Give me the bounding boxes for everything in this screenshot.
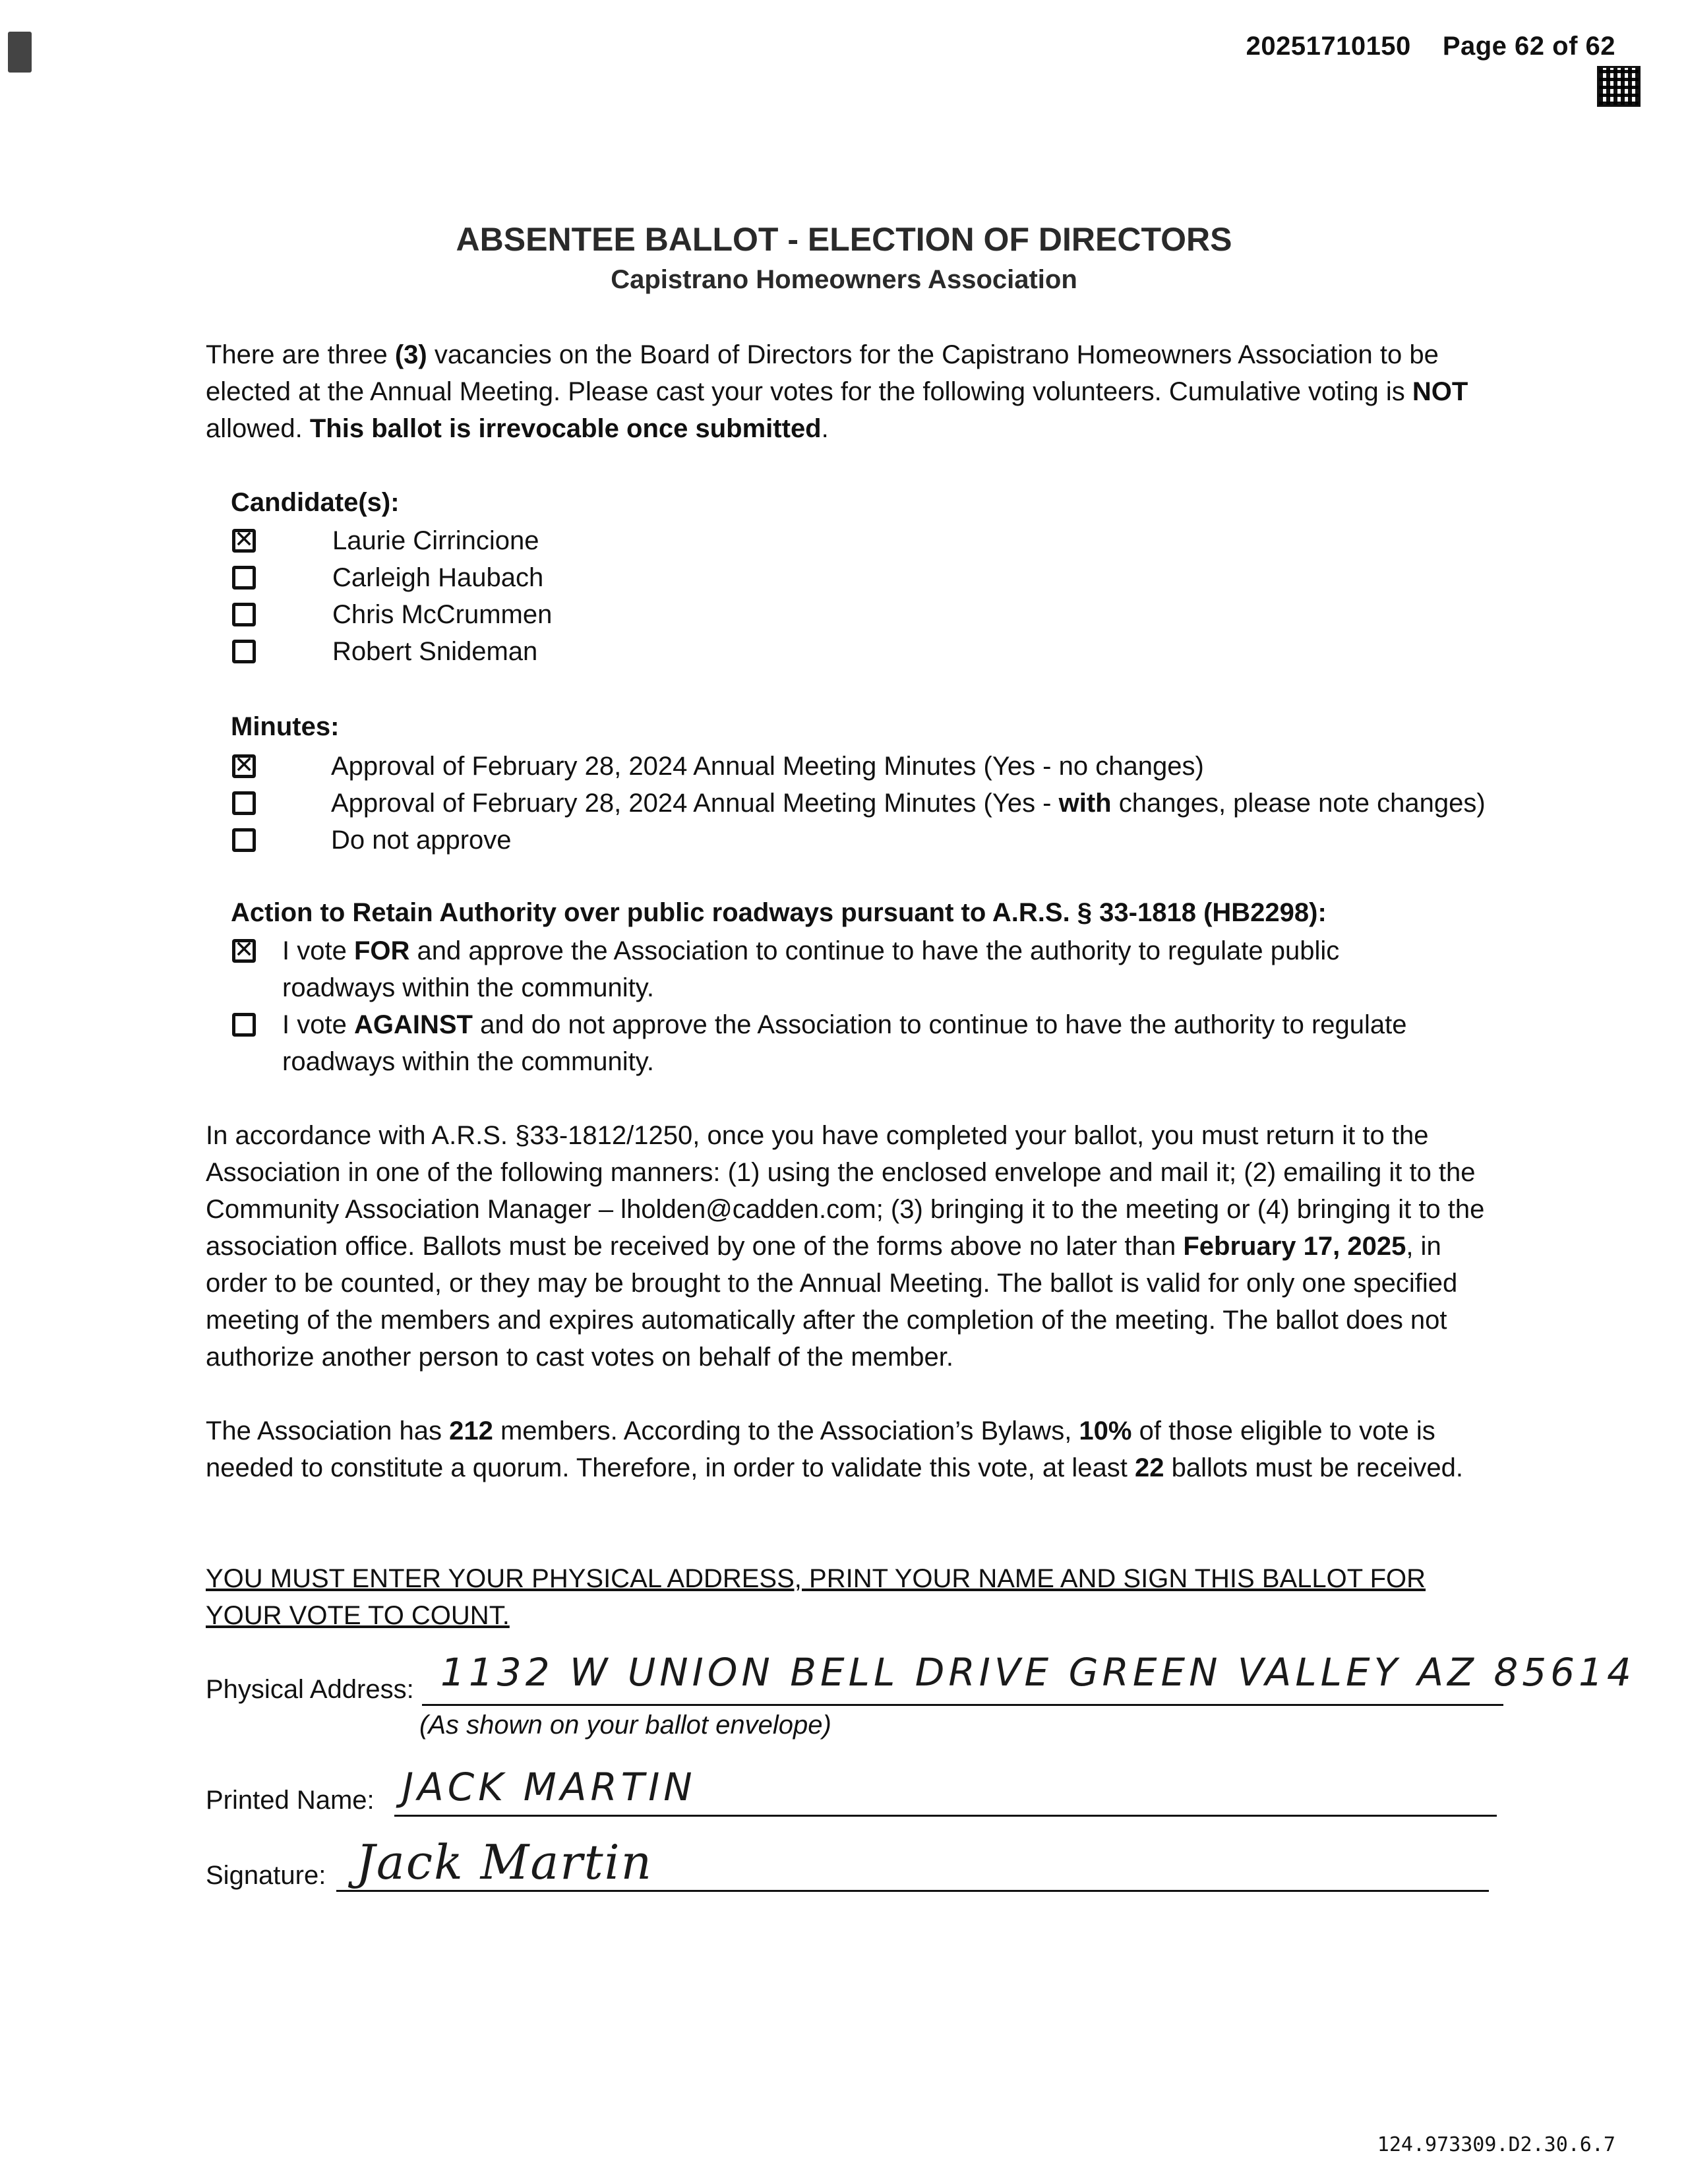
- signature-line: [336, 1890, 1489, 1892]
- association-subtitle: Capistrano Homeowners Association: [611, 265, 1077, 294]
- document-number: 20251710150: [1246, 32, 1411, 61]
- minutes-option: Do not approve: [331, 826, 512, 855]
- signature-label: Signature:: [206, 1861, 326, 1890]
- minutes-checkbox-3[interactable]: [232, 828, 256, 852]
- candidates-heading: Candidate(s):: [231, 488, 400, 517]
- signature-input[interactable]: Jack Martin: [356, 1835, 653, 1890]
- candidate-checkbox-3[interactable]: [232, 603, 256, 626]
- barcode-icon: [1597, 66, 1641, 107]
- minutes-checkbox-2[interactable]: [232, 791, 256, 815]
- address-label: Physical Address:: [206, 1675, 414, 1704]
- candidate-checkbox-1[interactable]: [232, 529, 256, 553]
- quorum-paragraph: The Association has 212 members. According to the Association’s Bylaws, 10% of those eligible to vote is needed to constitute a quorum. Therefore, in order to validate this vote, at least 22 ballots must be received.: [206, 1416, 1464, 1482]
- return-instructions-paragraph: In accordance with A.R.S. §33-1812/1250, once you have completed your ballot, you must return it to the Association in one of the following manners: (1) using the enclosed envelope and mail it; (2) emailing it to the Community Association Manager – lholden@cadden.com; (3) bringing it to the meeting or (4) bringing it to the association office. Ballots must be received by one of the forms above no later than February 17, 2025, in order to be counted, or they may be brought to the Annual Meeting. The ballot is valid for only one specified meeting of the members and expires automatically after the completion of the meeting. The ballot does not authorize another person to cast votes on behalf of the member.: [206, 1121, 1485, 1372]
- minutes-option: Approval of February 28, 2024 Annual Meeting Minutes (Yes - no changes): [331, 752, 1204, 781]
- candidate-label: Laurie Cirrincione: [332, 526, 539, 555]
- page-title: ABSENTEE BALLOT - ELECTION OF DIRECTORS: [456, 221, 1232, 258]
- roadways-option-against: I vote AGAINST and do not approve the Association to continue to have the authority to regulate roadways within the community.: [282, 1010, 1407, 1076]
- printed-name-line: [394, 1815, 1497, 1817]
- candidate-checkbox-4[interactable]: [232, 640, 256, 663]
- signature-instruction: YOU MUST ENTER YOUR PHYSICAL ADDRESS, PRINT YOUR NAME AND SIGN THIS BALLOT FOR YOUR VOTE TO COUNT.: [206, 1564, 1426, 1630]
- address-input[interactable]: 1132 W UNION BELL DRIVE GREEN VALLEY AZ 85614: [440, 1650, 1635, 1695]
- roadways-heading: Action to Retain Authority over public roadways pursuant to A.R.S. § 33-1818 (HB2298):: [231, 898, 1327, 927]
- candidate-checkbox-2[interactable]: [232, 566, 256, 590]
- minutes-heading: Minutes:: [231, 712, 340, 741]
- candidate-label: Chris McCrummen: [332, 600, 553, 629]
- roadways-checkbox-against[interactable]: [232, 1013, 256, 1037]
- printed-name-label: Printed Name:: [206, 1786, 375, 1815]
- address-line: [422, 1704, 1503, 1706]
- candidate-label: Robert Snideman: [332, 637, 538, 666]
- intro-paragraph: There are three (3) vacancies on the Board of Directors for the Capistrano Homeowners Association to be elected at the Annual Meeting. Please cast your votes for the following volunteers. Cumulative voting is NOT allowed. This ballot is irrevocable once submitted.: [206, 340, 1468, 443]
- document-header: [1246, 32, 1615, 61]
- roadways-checkbox-for[interactable]: [232, 939, 256, 963]
- footer-code: 124.973309.D2.30.6.7: [1377, 2133, 1615, 2156]
- printed-name-input[interactable]: JACK MARTIN: [402, 1765, 696, 1809]
- minutes-checkbox-1[interactable]: [232, 754, 256, 778]
- candidate-label: Carleigh Haubach: [332, 563, 544, 592]
- page-label: Page 62 of 62: [1442, 32, 1615, 61]
- roadways-option-for: I vote FOR and approve the Association to continue to have the authority to regulate public roadways within the community.: [282, 936, 1340, 1002]
- scan-edge-mark: [8, 32, 32, 73]
- minutes-option: Approval of February 28, 2024 Annual Meeting Minutes (Yes - with changes, please note changes): [331, 789, 1486, 818]
- address-note: (As shown on your ballot envelope): [419, 1711, 831, 1740]
